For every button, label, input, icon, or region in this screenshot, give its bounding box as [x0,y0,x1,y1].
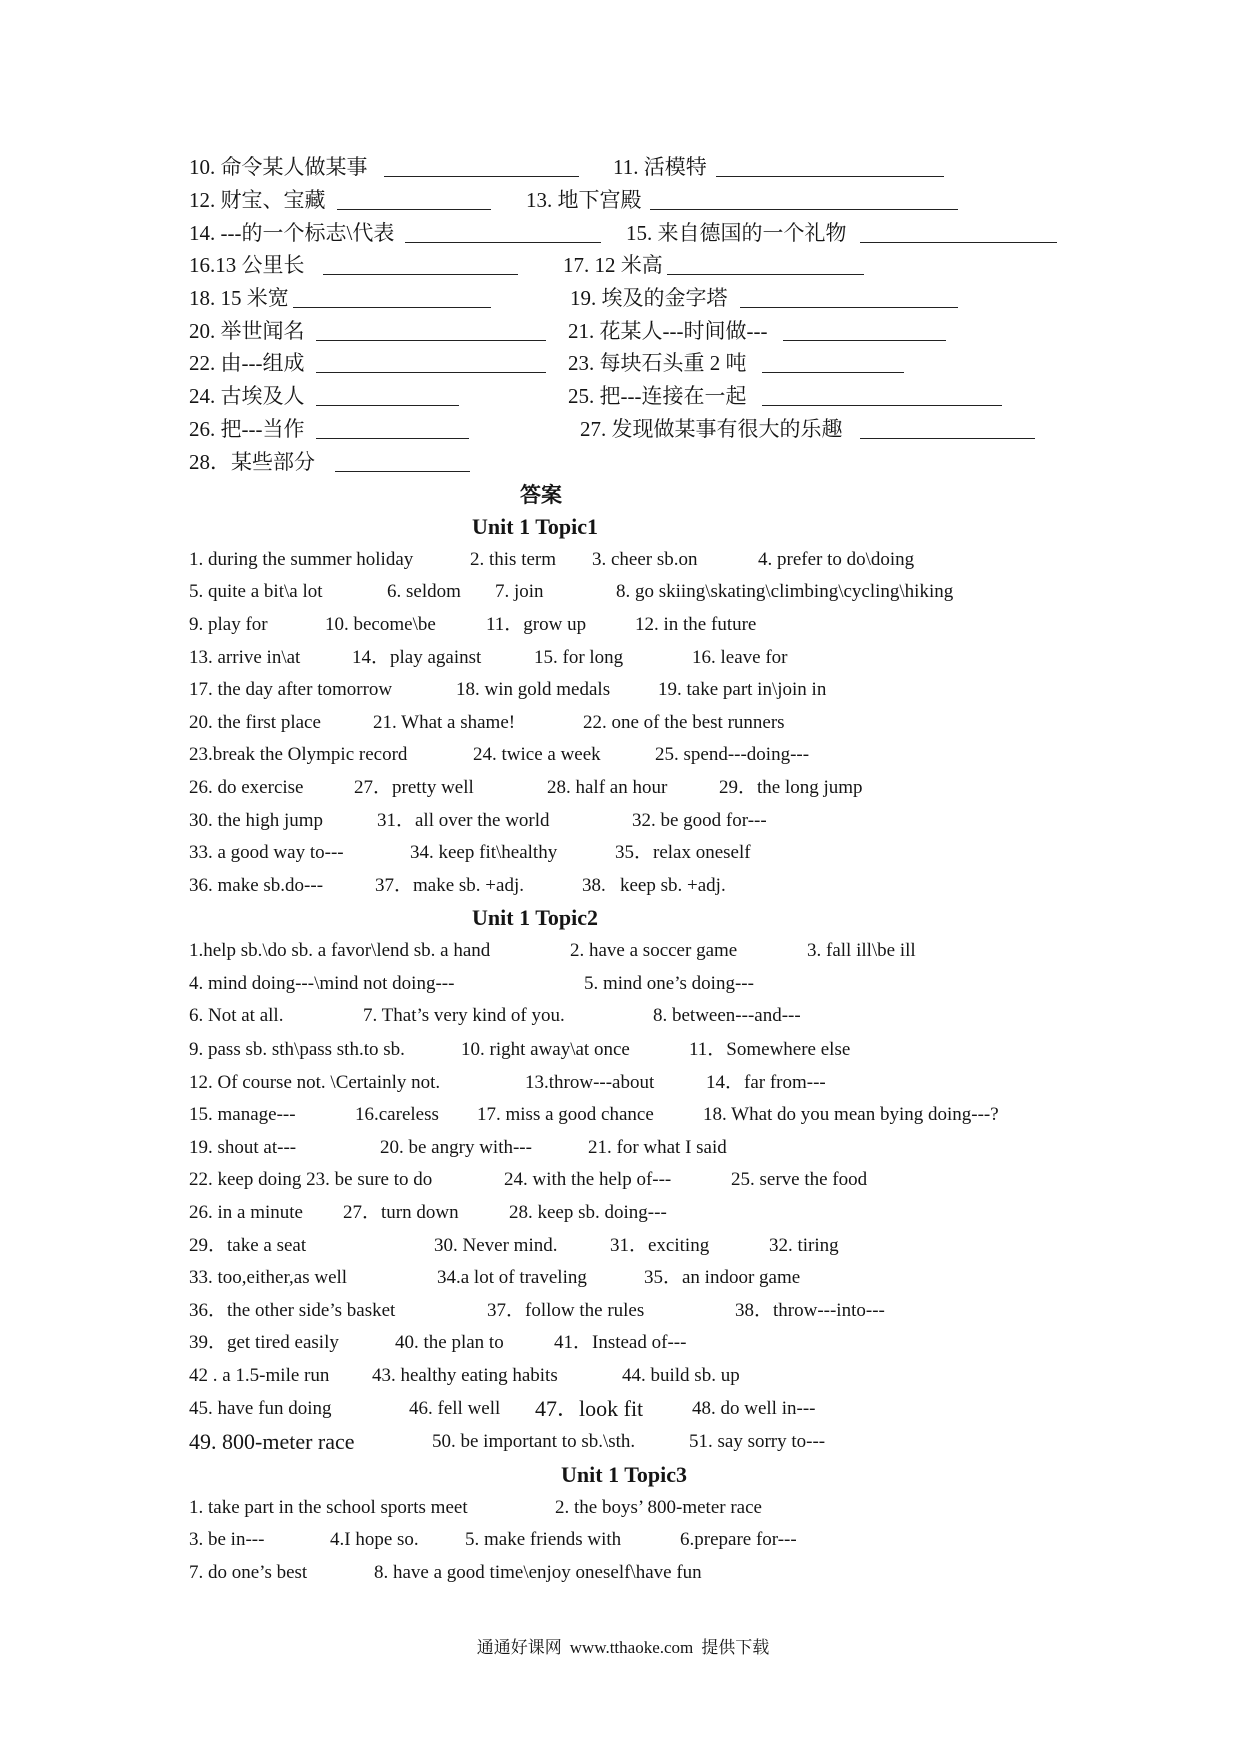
answer-item: 22. keep doing 23. be sure to do [189,1169,433,1190]
answer-item: 27．pretty well [354,777,474,798]
exercise-prompt: 24. 古埃及人 [189,384,305,408]
answer-blank [337,209,491,210]
answer-row [0,970,1240,998]
answer-item: 23.break the Olympic record [189,744,408,765]
answer-row [0,1494,1240,1522]
answer-item: 33. a good way to--- [189,842,344,863]
answer-item: 49. 800-meter race [189,1429,355,1454]
answer-item: 7. join [495,581,544,602]
answer-item: 43. healthy eating habits [372,1365,558,1386]
exercise-prompt: 23. 每块石头重 2 吨 [568,351,747,375]
answer-blank [762,405,1002,406]
answer-row [0,1428,1240,1456]
answer-item: 17. the day after tomorrow [189,679,393,700]
answer-item: 4. prefer to do\doing [758,549,915,570]
exercise-row [0,186,1240,214]
answer-row [0,1232,1240,1260]
answer-item: 21. What a shame! [373,712,516,733]
answer-item: 6. Not at all. [189,1005,284,1026]
exercise-prompt: 20. 举世闻名 [189,319,305,343]
answer-item: 41．Instead of--- [554,1332,687,1353]
answer-item: 33. too,either,as well [189,1267,348,1288]
answer-item: 31．exciting [610,1235,710,1256]
answer-item: 20. be angry with--- [380,1137,532,1158]
exercise-prompt: 12. 财宝、宝藏 [189,188,326,212]
answer-item: 2. the boys’ 800-meter race [555,1497,762,1518]
answer-item: 25. spend---doing--- [655,744,810,765]
answer-item: 46. fell well [409,1398,501,1419]
exercise-prompt: 17. 12 米高 [563,253,663,277]
topic-title: Unit 1 Topic2 [472,905,598,930]
answer-item: 15. manage--- [189,1104,296,1125]
answer-item: 10. right away\at once [461,1039,630,1060]
answer-item: 50. be important to sb.\sth. [432,1431,636,1452]
answer-item: 19. take part in\join in [658,679,827,700]
answer-item: 8. have a good time\enjoy oneself\have fun [374,1562,702,1583]
answer-item: 24. with the help of--- [504,1169,672,1190]
answer-row [0,546,1240,574]
answer-item: 20. the first place [189,712,321,733]
answer-item: 34.a lot of traveling [437,1267,587,1288]
answer-item: 12. Of course not. \Certainly not. [189,1072,441,1093]
answer-item: 7. That’s very kind of you. [363,1005,565,1026]
exercise-prompt: 22. 由---组成 [189,351,305,375]
answer-row [0,807,1240,835]
answer-item: 9. pass sb. sth\pass sth.to sb. [189,1039,405,1060]
answer-blank [316,438,469,439]
answer-item: 22. one of the best runners [583,712,785,733]
answer-row [0,1395,1240,1423]
answer-item: 14．play against [352,647,482,668]
answer-row [0,1559,1240,1587]
answer-item: 6. seldom [387,581,461,602]
answer-item: 7. do one’s best [189,1562,308,1583]
answer-item: 30. Never mind. [434,1235,558,1256]
answer-item: 32. tiring [769,1235,839,1256]
answer-item: 2. have a soccer game [570,940,738,961]
answer-item: 18. win gold medals [456,679,611,700]
exercise-row [0,382,1240,410]
answer-item: 40. the plan to [395,1332,504,1353]
exercise-row [0,219,1240,247]
exercise-row [0,448,1240,476]
answer-row [0,611,1240,639]
answer-row [0,1036,1240,1064]
answer-item: 3. fall ill\be ill [807,940,916,961]
answer-item: 15. for long [534,647,624,668]
answer-item: 21. for what I said [588,1137,727,1158]
answer-item: 8. between---and--- [653,1005,801,1026]
answer-item: 3. be in--- [189,1529,265,1550]
exercise-prompt: 18. 15 米宽 [189,286,289,310]
answer-item: 18. What do you mean bying doing---? [703,1104,999,1125]
answer-item: 37．follow the rules [487,1300,645,1321]
answer-item: 36. make sb.do--- [189,875,324,896]
answer-item: 26. do exercise [189,777,304,798]
answer-item: 5. make friends with [465,1529,622,1550]
exercise-prompt: 28．某些部分 [189,450,315,474]
answer-row [0,839,1240,867]
answer-item: 1. take part in the school sports meet [189,1497,468,1518]
exercise-prompt: 11. 活模特 [613,155,707,179]
answer-item: 44. build sb. up [622,1365,740,1386]
exercise-prompt: 15. 来自德国的一个礼物 [626,221,847,245]
answer-item: 26. in a minute [189,1202,303,1223]
answer-row [0,937,1240,965]
page-footer [473,1636,774,1660]
exercise-row [0,415,1240,443]
answer-item: 24. twice a week [473,744,601,765]
exercise-prompt: 25. 把---连接在一起 [568,384,747,408]
answer-item: 30. the high jump [189,810,324,831]
answer-item: 35．an indoor game [644,1267,801,1288]
footer-suffix: 提供下载 [701,1638,770,1657]
answer-item: 8. go skiing\skating\climbing\cycling\hiking [616,581,954,602]
answer-item: 19. shout at--- [189,1137,297,1158]
answer-item: 31．all over the world [377,810,550,831]
answer-item: 16. leave for [692,647,788,668]
answer-item: 4. mind doing---\mind not doing--- [189,973,455,994]
answer-item: 9. play for [189,614,268,635]
answer-blank [783,340,946,341]
answer-item: 13. arrive in\at [189,647,301,668]
answer-item: 47．look fit [535,1396,644,1421]
exercise-prompt: 19. 埃及的金字塔 [570,286,728,310]
answer-row [0,1166,1240,1194]
exercise-prompt: 14. ---的一个标志\代表 [189,221,395,245]
answer-row [0,644,1240,672]
exercise-prompt: 16.13 公里长 [189,253,305,277]
answer-item: 11．Somewhere else [689,1039,851,1060]
answer-item: 5. mind one’s doing--- [584,973,754,994]
answer-blank [335,471,470,472]
answer-item: 28. half an hour [547,777,668,798]
answer-row [0,1264,1240,1292]
answer-row [0,774,1240,802]
answer-blank [716,176,944,177]
answer-item: 27．turn down [343,1202,459,1223]
answer-blank [650,209,958,210]
answer-row [0,1002,1240,1030]
answer-row [0,676,1240,704]
topic-title: Unit 1 Topic3 [561,1462,687,1487]
answer-blank [316,340,546,341]
answer-row [0,1134,1240,1162]
answers-heading: 答案 [520,483,562,507]
exercise-row [0,251,1240,279]
answer-item: 3. cheer sb.on [592,549,698,570]
answer-item: 2. this term [470,549,557,570]
footer-site-name: 通通好课网 [476,1638,562,1657]
answer-item: 38. keep sb. +adj. [582,875,726,896]
answer-row [0,1069,1240,1097]
exercise-row [0,349,1240,377]
answer-row [0,1199,1240,1227]
answer-blank [762,372,904,373]
answer-item: 12. in the future [635,614,757,635]
answer-item: 11．grow up [486,614,587,635]
answer-item: 10. become\be [325,614,436,635]
answer-blank [405,242,601,243]
answer-item: 29．the long jump [719,777,863,798]
exercise-row [0,284,1240,312]
answer-item: 39．get tired easily [189,1332,339,1353]
answer-item: 37．make sb. +adj. [375,875,524,896]
answer-item: 34. keep fit\healthy [410,842,558,863]
answer-row [0,578,1240,606]
answer-row [0,709,1240,737]
answer-blank [860,438,1035,439]
answer-item: 16.careless [355,1104,439,1125]
answer-item: 35．relax oneself [615,842,751,863]
exercise-prompt: 26. 把---当作 [189,417,305,441]
answer-item: 1.help sb.\do sb. a favor\lend sb. a hand [189,940,491,961]
exercise-prompt: 27. 发现做某事有很大的乐趣 [580,417,843,441]
answer-blank [293,307,491,308]
answer-blank [323,274,518,275]
footer-url: www.tthaoke.com [569,1638,694,1657]
answer-item: 1. during the summer holiday [189,549,414,570]
answer-item: 51. say sorry to--- [689,1431,826,1452]
answer-item: 38．throw---into--- [735,1300,885,1321]
answer-row [0,1362,1240,1390]
answer-blank [316,405,459,406]
answer-row [0,1297,1240,1325]
answer-item: 48. do well in--- [692,1398,816,1419]
answer-item: 5. quite a bit\a lot [189,581,323,602]
answer-item: 14．far from--- [706,1072,826,1093]
exercise-row [0,317,1240,345]
answer-blank [740,307,958,308]
topic-title: Unit 1 Topic1 [472,514,598,539]
answer-row [0,1526,1240,1554]
answer-item: 36．the other side’s basket [189,1300,396,1321]
exercise-prompt: 10. 命令某人做某事 [189,155,368,179]
answer-item: 28. keep sb. doing--- [509,1202,667,1223]
answer-item: 13.throw---about [525,1072,655,1093]
answer-row [0,872,1240,900]
answer-row [0,1101,1240,1129]
answer-item: 32. be good for--- [632,810,767,831]
answer-row [0,741,1240,769]
answer-item: 29．take a seat [189,1235,307,1256]
answer-item: 45. have fun doing [189,1398,332,1419]
answer-blank [316,372,546,373]
answer-item: 6.prepare for--- [680,1529,797,1550]
answer-blank [384,176,579,177]
answer-blank [860,242,1057,243]
answer-item: 17. miss a good chance [477,1104,654,1125]
answer-item: 25. serve the food [731,1169,868,1190]
answer-row [0,1329,1240,1357]
exercise-row [0,153,1240,181]
answer-item: 4.I hope so. [330,1529,419,1550]
exercise-prompt: 21. 花某人---时间做--- [568,319,768,343]
exercise-prompt: 13. 地下宫殿 [526,188,642,212]
answer-item: 42 . a 1.5-mile run [189,1365,330,1386]
answer-blank [667,274,864,275]
